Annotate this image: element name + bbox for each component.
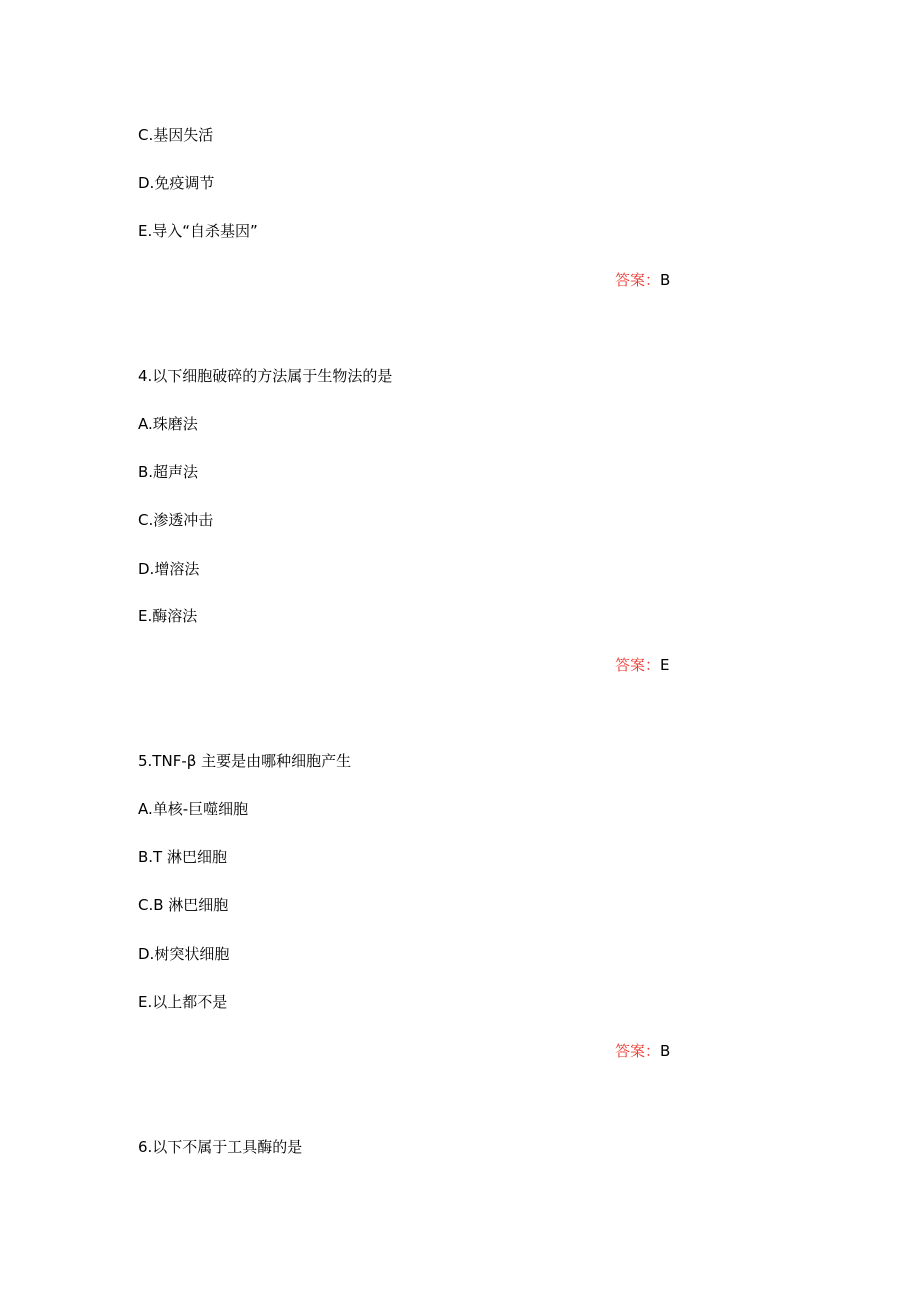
- q4-option-c: C.渗透冲击: [138, 511, 214, 529]
- q5-option-a: A.单核-巨噬细胞: [138, 800, 249, 818]
- q3-option-d: D.免疫调节: [138, 174, 215, 192]
- q3-answer-label: 答案：: [615, 271, 661, 289]
- q3-option-e: E.导入“自杀基因”: [138, 222, 258, 240]
- q5-option-c: C.B 淋巴细胞: [138, 896, 229, 914]
- q3-answer-value: B: [660, 271, 671, 289]
- q5-answer: [615, 1041, 670, 1061]
- q5-question: 5.TNF-β 主要是由哪种细胞产生: [138, 752, 352, 770]
- q5-option-e: E.以上都不是: [138, 993, 228, 1011]
- q5-option-b: B.T 淋巴细胞: [138, 848, 227, 866]
- q4-option-a: A.珠磨法: [138, 415, 198, 433]
- q5-answer-value: B: [660, 1042, 671, 1060]
- q4-answer-label: 答案：: [615, 656, 661, 674]
- q4-answer: [615, 655, 670, 675]
- q4-answer-value: E: [660, 656, 670, 674]
- q5-answer-label: 答案：: [615, 1042, 661, 1060]
- q3-answer: [615, 270, 670, 290]
- q4-option-d: D.增溶法: [138, 560, 200, 578]
- q6-question: 6.以下不属于工具酶的是: [138, 1138, 303, 1156]
- q4-option-b: B.超声法: [138, 463, 199, 481]
- q3-option-c: C.基因失活: [138, 126, 214, 144]
- q5-option-d: D.树突状细胞: [138, 945, 230, 963]
- q4-option-e: E.酶溶法: [138, 607, 198, 625]
- q4-question: 4.以下细胞破碎的方法属于生物法的是: [138, 367, 393, 385]
